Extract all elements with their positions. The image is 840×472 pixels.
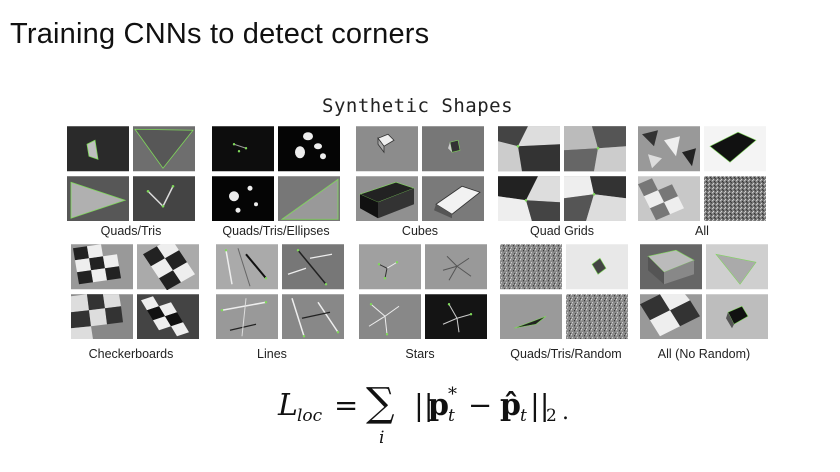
thumbnail xyxy=(133,176,195,222)
thumbnail xyxy=(422,126,484,172)
thumbnail xyxy=(356,126,418,172)
thumbnail xyxy=(212,176,274,222)
formula-star-superscript: * xyxy=(448,384,457,405)
group-lines xyxy=(216,244,344,339)
thumbnail xyxy=(216,244,278,290)
thumbnail xyxy=(137,294,199,340)
thumbnail xyxy=(566,294,628,340)
formula-sum-index: i xyxy=(379,428,385,448)
group-quads-tris xyxy=(67,126,195,221)
thumbnail xyxy=(500,244,562,290)
group-caption: Lines xyxy=(257,347,287,361)
thumbnail xyxy=(71,294,133,340)
thumbnail xyxy=(638,176,700,222)
group-caption: All xyxy=(695,224,709,238)
thumbnail xyxy=(640,244,702,290)
group-caption: Quads/Tris/Ellipses xyxy=(222,224,330,238)
thumbnail xyxy=(278,126,340,172)
thumbnail xyxy=(359,294,421,340)
figure-title: Synthetic Shapes xyxy=(322,95,514,117)
thumbnail xyxy=(282,244,344,290)
formula-lhs-subscript: loc xyxy=(297,406,323,426)
formula-t-subscript: t xyxy=(448,406,455,426)
thumbnail xyxy=(282,294,344,340)
thumbnail xyxy=(216,294,278,340)
group-caption: Quads/Tris/Random xyxy=(510,347,622,361)
group-caption: All (No Random) xyxy=(657,347,751,361)
formula-norm-close: || xyxy=(530,388,550,422)
thumbnail xyxy=(564,176,626,222)
group-cubes xyxy=(356,126,484,221)
thumbnail xyxy=(67,126,129,172)
formula-sum-symbol: ∑ xyxy=(366,380,395,426)
thumbnail xyxy=(498,126,560,172)
formula-p-star: p xyxy=(428,388,449,423)
thumbnail xyxy=(422,176,484,222)
group-all xyxy=(638,126,766,221)
thumbnail xyxy=(498,176,560,222)
formula-norm-subscript: 2 xyxy=(546,406,557,426)
formula-lhs: L xyxy=(278,388,298,423)
thumbnail xyxy=(425,294,487,340)
loss-formula xyxy=(278,380,598,454)
group-quad-grids xyxy=(498,126,626,221)
formula-t-subscript-2: t xyxy=(520,406,527,426)
slide-title: Training CNNs to detect corners xyxy=(10,18,430,50)
thumbnail xyxy=(133,126,195,172)
thumbnail xyxy=(278,176,340,222)
formula-p-hat: p̂ xyxy=(500,388,521,423)
group-caption: Quads/Tris xyxy=(100,224,162,238)
thumbnail xyxy=(564,126,626,172)
formula-norm-open: || xyxy=(414,388,434,422)
thumbnail xyxy=(704,126,766,172)
thumbnail xyxy=(425,244,487,290)
thumbnail xyxy=(706,294,768,340)
group-stars xyxy=(359,244,487,339)
group-caption: Cubes xyxy=(401,224,439,238)
thumbnail xyxy=(706,244,768,290)
thumbnail xyxy=(356,176,418,222)
thumbnail xyxy=(359,244,421,290)
thumbnail xyxy=(638,126,700,172)
group-caption: Stars xyxy=(405,347,435,361)
thumbnail xyxy=(640,294,702,340)
thumbnail xyxy=(704,176,766,222)
group-caption: Quad Grids xyxy=(530,224,594,238)
group-checkerboards xyxy=(71,244,199,339)
group-caption: Checkerboards xyxy=(88,347,174,361)
thumbnail xyxy=(212,126,274,172)
thumbnail xyxy=(67,176,129,222)
formula-minus: − xyxy=(468,388,493,422)
formula-period: . xyxy=(562,400,569,425)
thumbnail xyxy=(500,294,562,340)
group-quads-tris-random xyxy=(500,244,628,339)
thumbnail xyxy=(71,244,133,290)
thumbnail xyxy=(137,244,199,290)
group-all-no-random xyxy=(640,244,768,339)
thumbnail xyxy=(566,244,628,290)
group-quads-tris-ellipses xyxy=(212,126,340,221)
formula-equals: = xyxy=(334,388,359,422)
